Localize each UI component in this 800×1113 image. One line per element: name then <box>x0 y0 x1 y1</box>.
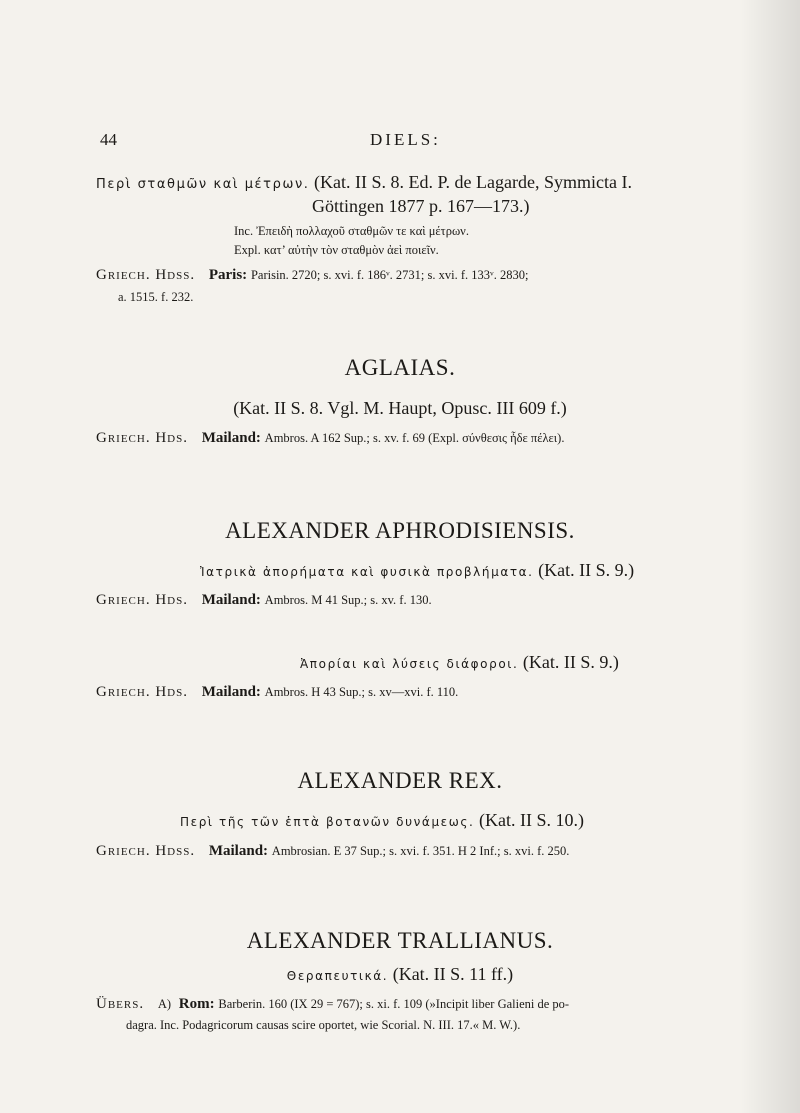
alexander-aphr-heading: ALEXANDER APHRODISIENSIS. <box>225 518 575 543</box>
entry1-inc-text: Inc. Ἐπειδὴ πολλαχοῦ σταθμῶν τε καὶ μέτρων. <box>234 224 469 238</box>
alexander-rex-work-ref: (Kat. II S. 10.) <box>478 810 584 830</box>
entry1-title-ref2: Göttingen 1877 p. 167—173.) <box>312 196 530 216</box>
entry1-hdss <box>96 267 528 284</box>
alexander-aphr-work1-hds <box>96 592 432 609</box>
aglaias-heading: AGLAIAS. <box>344 355 456 380</box>
entry1-hdss-label: Griech. Hdss. <box>96 267 196 283</box>
aglaias-hds-label: Griech. Hds. <box>96 430 188 446</box>
alexander-aphr-work2-greek: Ἀπορίαι καὶ λύσεις διάφοροι. <box>300 657 519 671</box>
aglaias-hds <box>96 430 564 447</box>
alexander-aphr-work1-text: Ambros. M 41 Sup.; s. xv. f. 130. <box>264 593 432 607</box>
alexander-trall-work-greek: Θεραπευτικά. <box>286 969 389 983</box>
aglaias-hds-place: Mailand: <box>201 430 261 446</box>
entry1-title-ref: (Kat. II S. 8. Ed. P. de Lagarde, Symmicta I. <box>314 172 632 192</box>
alexander-trall-ubers-label: Übers. <box>96 996 145 1012</box>
entry1-hdss-text: Parisin. 2720; s. xvi. f. 186ᵛ. 2731; s. xvi. f. 133ᵛ. 2830; <box>250 268 529 282</box>
entry1-hdss-text2: a. 1515. f. 232. <box>118 290 194 304</box>
alexander-aphr-work2-place: Mailand: <box>201 684 261 700</box>
entry1-expl-text: Expl. κατ’ αὐτὴν τὸν σταθμὸν ἀεὶ ποιεῖν. <box>234 243 439 257</box>
entry1-expl <box>234 243 439 258</box>
alexander-rex-hdss-place: Mailand: <box>208 843 269 859</box>
alexander-trall-ubers-a: A) <box>157 997 172 1011</box>
alexander-aphr-work2-ref: (Kat. II S. 9.) <box>522 652 619 672</box>
aglaias-hds-text: Ambros. A 162 Sup.; s. xv. f. 69 (Expl. σύνθεσις ἦδε πέλει). <box>264 431 565 445</box>
alexander-aphr-work1-label: Griech. Hds. <box>96 592 188 608</box>
alexander-aphr-work2-hds <box>96 684 458 701</box>
page-number: 44 <box>100 130 117 149</box>
alexander-trall-heading: ALEXANDER TRALLIANUS. <box>246 928 554 953</box>
alexander-aphr-work1-ref: (Kat. II S. 9.) <box>538 560 635 580</box>
entry1-hdss-place: Paris: <box>208 267 248 283</box>
alexander-aphr-work1-greek: Ἰατρικὰ ἀπορήματα καὶ φυσικὰ προβλήματα. <box>200 565 534 579</box>
alexander-aphr-work2-label: Griech. Hds. <box>96 684 188 700</box>
alexander-trall-ubers-text2: dagra. Inc. Podagricorum causas scire oportet, wie Scorial. N. III. 17.« M. W.). <box>126 1018 521 1032</box>
alexander-trall-ubers-text: Barberin. 160 (IX 29 = 767); s. xi. f. 109 (»Incipit liber Galieni de po- <box>218 997 570 1011</box>
entry1-title-line <box>96 172 632 193</box>
alexander-trall-work-ref: (Kat. II S. 11 ff.) <box>392 964 514 984</box>
alexander-trall-ubers <box>96 996 569 1013</box>
alexander-rex-hdss-text: Ambrosian. E 37 Sup.; s. xvi. f. 351. H 2 Inf.; s. xvi. f. 250. <box>271 844 570 858</box>
alexander-rex-work-greek: Περὶ τῆς τῶν ἑπτὰ βοτανῶν δυνάμεως. <box>180 815 475 829</box>
alexander-rex-work-title <box>180 810 584 831</box>
alexander-aphr-work2-title <box>300 652 619 673</box>
entry1-inc <box>234 224 469 239</box>
running-head-author: DIELS: <box>370 130 441 149</box>
alexander-rex-heading: ALEXANDER REX. <box>297 768 503 793</box>
aglaias-ref: (Kat. II S. 8. Vgl. M. Haupt, Opusc. III 609 f.) <box>233 398 567 418</box>
entry1-title-greek: Περὶ σταθμῶν καὶ μέτρων. <box>96 177 310 192</box>
alexander-aphr-work1-place: Mailand: <box>201 592 261 608</box>
alexander-aphr-work1-title <box>200 560 634 581</box>
alexander-trall-ubers-place: Rom: <box>178 996 215 1012</box>
alexander-rex-hdss <box>96 843 569 860</box>
alexander-aphr-work2-text: Ambros. H 43 Sup.; s. xv—xvi. f. 110. <box>264 685 459 699</box>
alexander-rex-hdss-label: Griech. Hdss. <box>96 843 196 859</box>
alexander-trall-work-title <box>0 964 800 985</box>
